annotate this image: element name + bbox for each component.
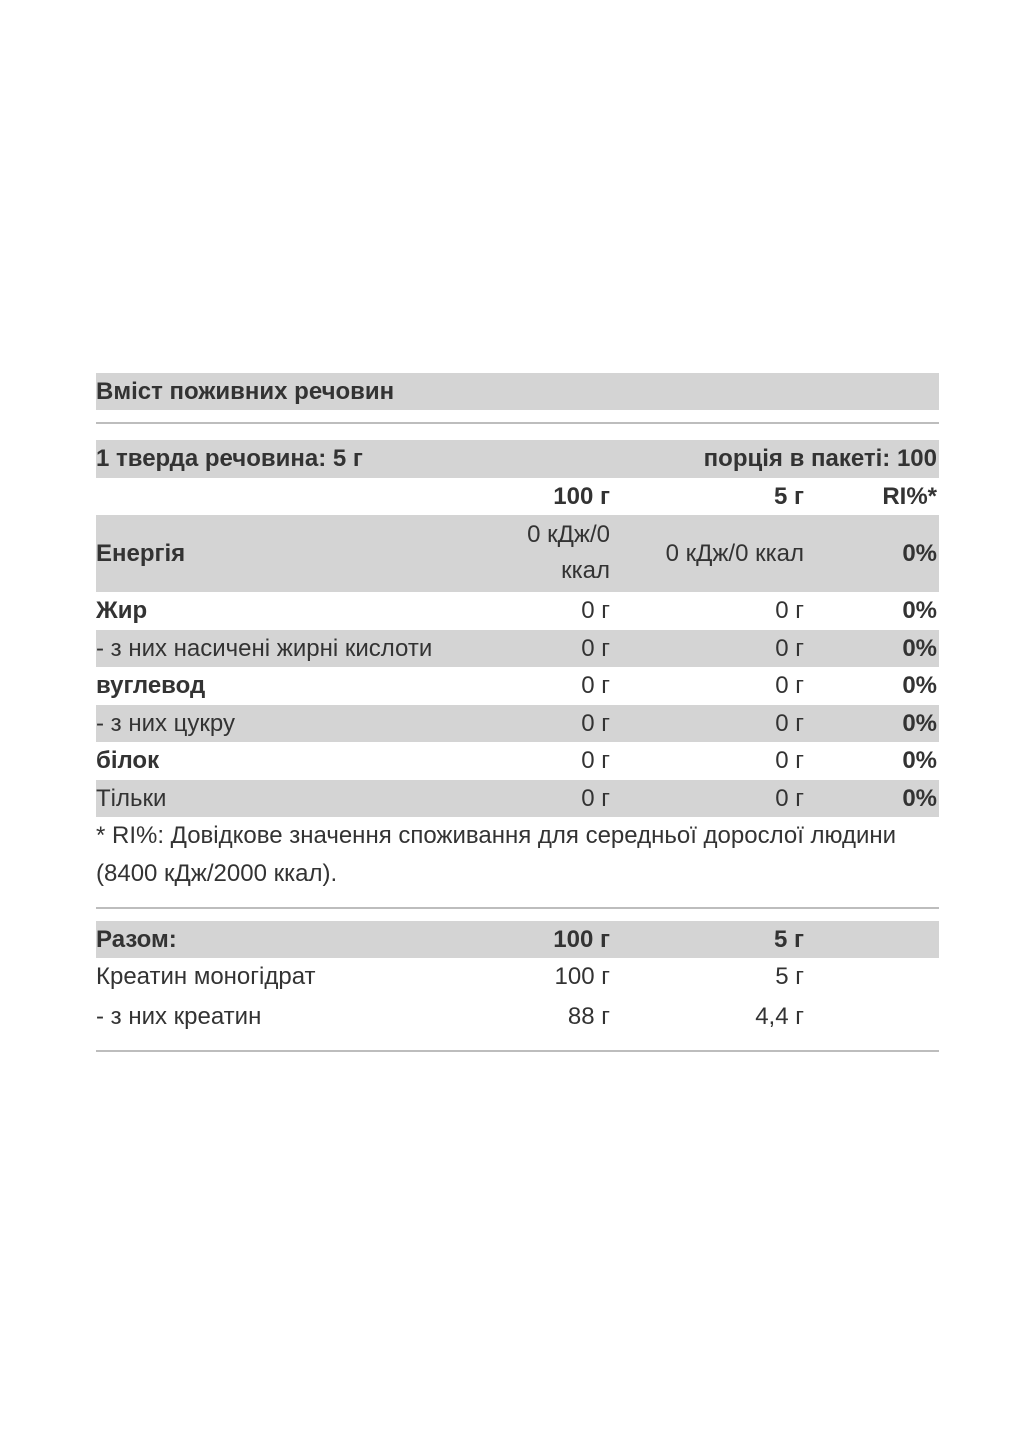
nutrient-value-ri: 0% — [902, 747, 937, 774]
nutrient-value-5g: 0 кДж/0 ккал — [665, 540, 804, 567]
composition-header-row — [96, 921, 939, 958]
nutrient-label: білок — [96, 747, 160, 774]
composition-value-100g: 100 г — [554, 963, 610, 990]
nutrient-row-carbohydrate — [96, 667, 939, 705]
serving-row — [96, 440, 939, 478]
nutrient-value-5g: 0 г — [775, 747, 804, 774]
composition-label: Креатин моногідрат — [96, 963, 316, 990]
nutrient-value-5g: 0 г — [775, 785, 804, 812]
column-header-100g: 100 г — [553, 483, 610, 510]
composition-value-100g: 88 г — [567, 1003, 610, 1030]
nutrient-value-5g: 0 г — [775, 635, 804, 662]
nutrient-label: вуглевод — [96, 672, 206, 699]
nutrient-value-100g: 0 г — [581, 785, 610, 812]
column-header-row — [96, 478, 939, 515]
nutrient-value-100g: 0 г — [581, 710, 610, 737]
composition-header-100g: 100 г — [553, 926, 610, 953]
nutrient-value-ri: 0% — [902, 540, 937, 567]
nutrient-value-ri: 0% — [902, 785, 937, 812]
divider — [96, 1050, 939, 1052]
servings-per-pack: порція в пакеті: 100 — [703, 445, 937, 472]
nutrient-row-energy — [96, 515, 939, 592]
nutrient-value-ri: 0% — [902, 710, 937, 737]
nutrient-value-100g: 0 г — [581, 597, 610, 624]
nutrient-value-5g: 0 г — [775, 710, 804, 737]
composition-row-creatine — [96, 996, 939, 1038]
table-title-row — [96, 373, 939, 410]
nutrient-value-5g: 0 г — [775, 597, 804, 624]
column-header-ri: RI%* — [882, 483, 937, 510]
ri-footnote: * RI%: Довідкове значення споживання для середньої дорослої людини (8400 кДж/2000 ккал). — [96, 822, 897, 887]
composition-value-5g: 4,4 г — [755, 1003, 804, 1030]
nutrient-row-salt — [96, 780, 939, 817]
composition-value-5g: 5 г — [775, 963, 804, 990]
nutrient-row-fat — [96, 592, 939, 630]
nutrient-row-protein — [96, 742, 939, 780]
nutrient-value-100g: 0 г — [581, 747, 610, 774]
nutrient-row-saturated-fat — [96, 630, 939, 667]
nutrient-value-100g: 0 г — [581, 672, 610, 699]
nutrient-value-5g: 0 г — [775, 672, 804, 699]
nutrient-value-100g: 0 г — [581, 635, 610, 662]
composition-header-5g: 5 г — [773, 926, 804, 953]
nutrient-value-ri: 0% — [902, 635, 937, 662]
composition-row-creatine-monohydrate — [96, 958, 939, 996]
nutrient-value-ri: 0% — [902, 597, 937, 624]
table-title: Вміст поживних речовин — [96, 378, 395, 405]
composition-label: - з них креатин — [96, 1003, 262, 1030]
nutrient-label: Жир — [96, 597, 148, 624]
serving-size: 1 тверда речовина: 5 г — [96, 445, 363, 472]
nutrient-row-sugar — [96, 705, 939, 742]
column-header-5g: 5 г — [773, 483, 804, 510]
nutrient-label: Енергія — [96, 540, 186, 567]
nutrient-label: - з них цукру — [96, 710, 235, 737]
nutrient-label: Тільки — [96, 785, 167, 812]
composition-header-label: Разом: — [96, 926, 177, 953]
nutrient-value-ri: 0% — [902, 672, 937, 699]
nutrient-label: - з них насичені жирні кислоти — [96, 635, 433, 662]
nutrition-table — [96, 373, 939, 1052]
nutrient-value-100g: 0 кДж/0 ккал — [527, 521, 610, 584]
